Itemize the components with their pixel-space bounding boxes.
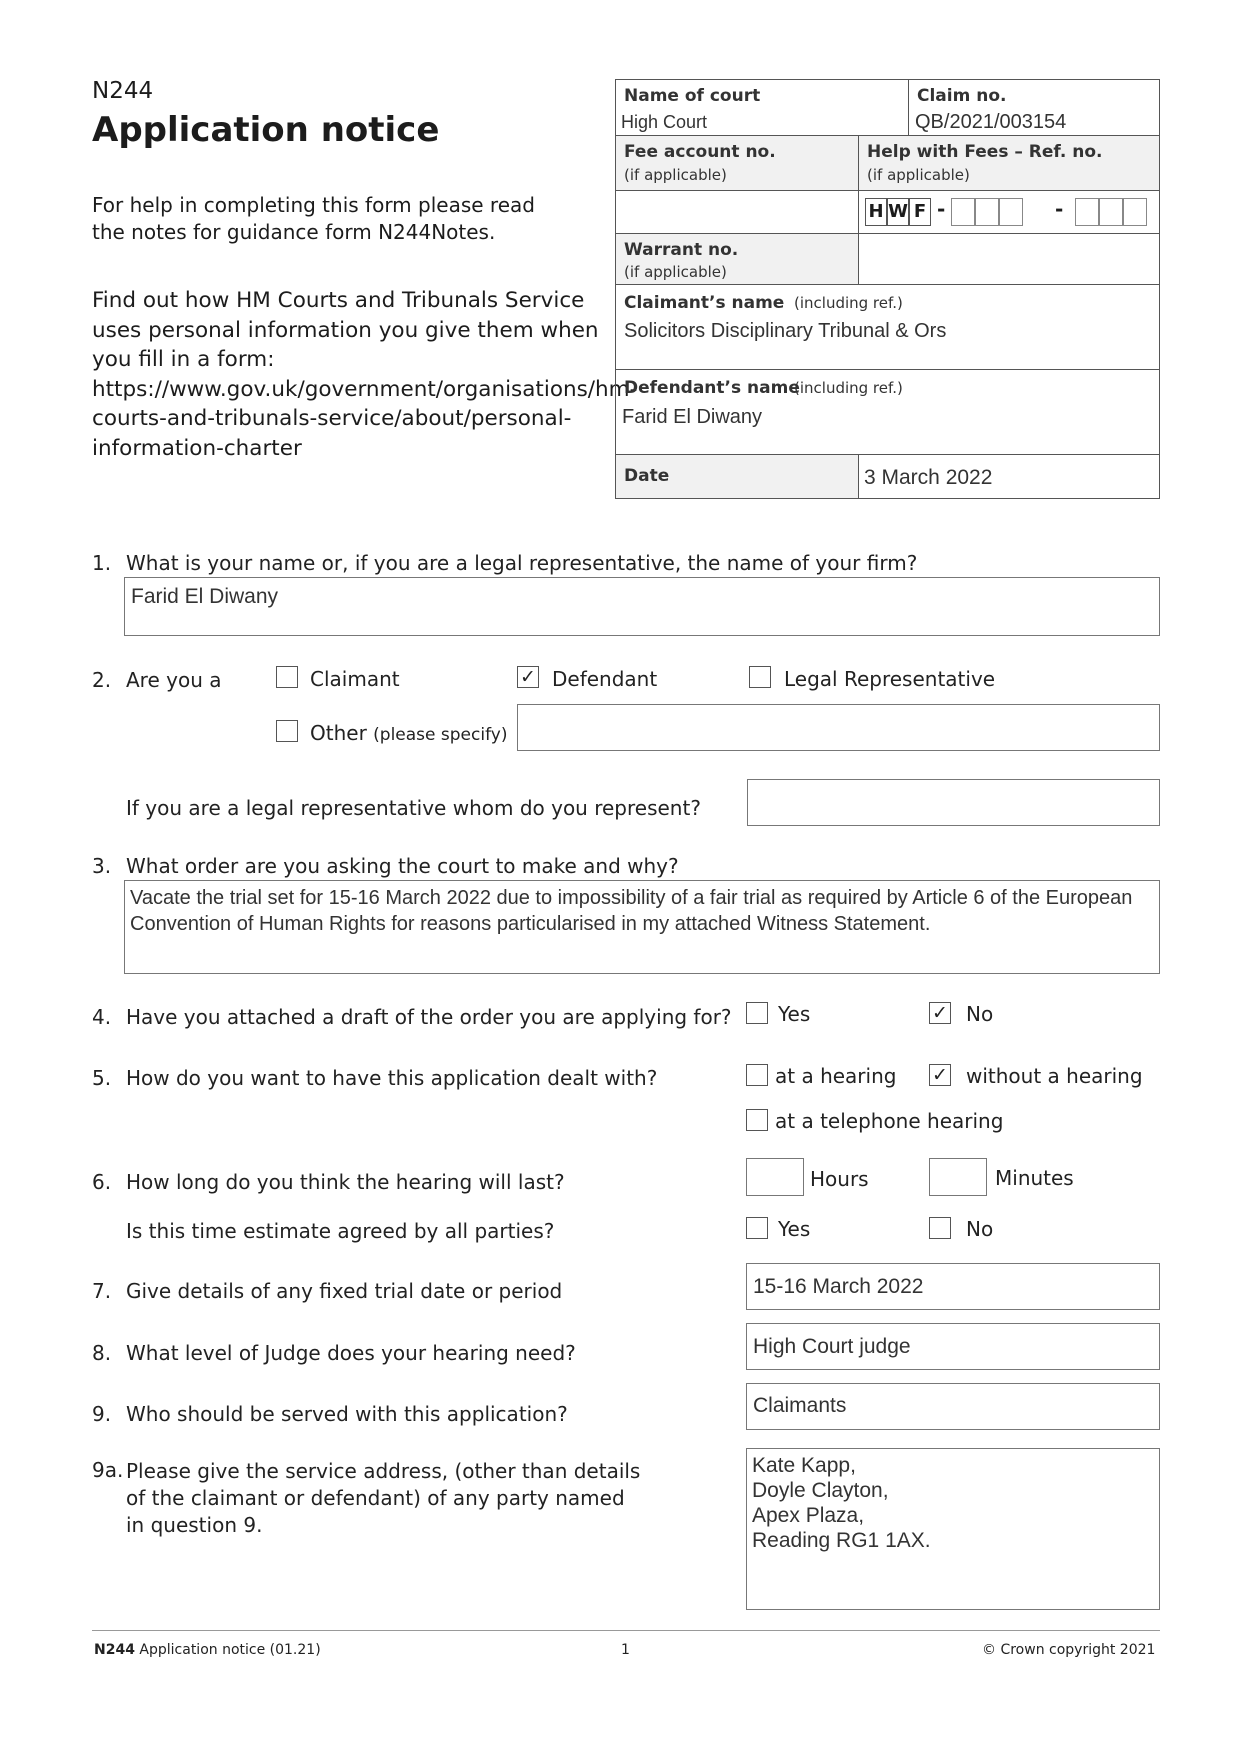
page-number: 1 xyxy=(621,1642,630,1658)
hwf-letter-w: W xyxy=(887,198,909,226)
q8-text: What level of Judge does your hearing need? xyxy=(126,1341,576,1365)
footer-code: N244 xyxy=(94,1642,135,1658)
claim-no-value[interactable]: QB/2021/003154 xyxy=(915,111,1067,133)
without-hearing-checkbox[interactable]: ✓ xyxy=(929,1064,951,1086)
address-line: Kate Kapp, xyxy=(752,1454,856,1477)
hwf-dash-2: - xyxy=(1055,197,1064,221)
agreed-no-label: No xyxy=(966,1217,994,1241)
q2-number: 2. xyxy=(92,668,112,692)
q2-text: Are you a xyxy=(126,668,222,692)
agreed-yes-checkbox[interactable] xyxy=(746,1217,768,1239)
q1-number: 1. xyxy=(92,551,112,575)
q9-number: 9. xyxy=(92,1402,112,1426)
hwf-digit-box[interactable] xyxy=(1123,198,1147,226)
q3-number: 3. xyxy=(92,854,112,878)
address-line: Apex Plaza, xyxy=(752,1504,865,1527)
name-field[interactable]: Farid El Diwany xyxy=(124,577,1160,636)
estimate-agreed-question: Is this time estimate agreed by all parties? xyxy=(126,1219,555,1243)
claimant-sub: (including ref.) xyxy=(794,294,903,312)
fee-account-input[interactable] xyxy=(615,190,859,234)
defendant-option-label: Defendant xyxy=(552,667,658,691)
page-title: Application notice xyxy=(92,110,440,150)
q9a-number: 9a. xyxy=(92,1458,124,1482)
warrant-cell xyxy=(615,233,859,285)
q9a-text: Please give the service address, (other than details of the claimant or defendant) of any party named in question 9. xyxy=(126,1459,641,1537)
q6-text: How long do you think the hearing will last? xyxy=(126,1170,565,1194)
hours-label: Hours xyxy=(810,1167,869,1191)
q7-text: Give details of any fixed trial date or period xyxy=(126,1279,563,1303)
defendant-checkbox[interactable]: ✓ xyxy=(517,666,539,688)
claimant-label: Claimant’s name xyxy=(624,293,785,313)
court-name-cell xyxy=(615,79,909,136)
hwf-digit-box[interactable] xyxy=(1099,198,1123,226)
hwf-dash-1: - xyxy=(937,197,946,221)
date-cell xyxy=(615,454,859,499)
order-field[interactable]: Vacate the trial set for 15-16 March 2022 due to impossibility of a fair trial as required by Article 6 of the European Convention of Human Rights for reasons particularised in my attached Witness Statement. xyxy=(124,880,1160,974)
represent-field[interactable] xyxy=(747,779,1160,826)
q5-number: 5. xyxy=(92,1066,112,1090)
legal-rep-checkbox[interactable] xyxy=(749,666,771,688)
telephone-hearing-label: at a telephone hearing xyxy=(775,1109,1004,1133)
privacy-text: Find out how HM Courts and Tribunals Service uses personal information you give them when you fill in a form: https://www.gov.uk/government/organisations/hm-courts-and-tribunals-service/about/personal-information-charter xyxy=(92,288,638,461)
other-checkbox[interactable] xyxy=(276,720,298,742)
claim-no-label: Claim no. xyxy=(917,86,1007,106)
legal-rep-option-label: Legal Representative xyxy=(784,667,996,691)
fee-account-cell xyxy=(615,135,859,191)
hwf-letter-h: H xyxy=(865,198,887,226)
date-input xyxy=(858,454,1160,499)
warrant-input[interactable] xyxy=(858,233,1160,285)
hwf-digit-box[interactable] xyxy=(975,198,999,226)
fee-account-sub: (if applicable) xyxy=(624,166,727,184)
judge-level-field[interactable]: High Court judge xyxy=(746,1323,1160,1370)
q4-text: Have you attached a draft of the order you are applying for? xyxy=(126,1005,732,1029)
date-value[interactable]: 3 March 2022 xyxy=(864,466,993,489)
agreed-no-checkbox[interactable] xyxy=(929,1217,951,1239)
hwf-digit-box[interactable] xyxy=(1075,198,1099,226)
other-label-sub: (please specify) xyxy=(373,725,508,745)
hwf-input xyxy=(858,190,1160,234)
q7-number: 7. xyxy=(92,1279,112,1303)
trial-date-field[interactable]: 15-16 March 2022 xyxy=(746,1263,1160,1310)
other-label-text: Other xyxy=(310,721,367,745)
claimant-cell xyxy=(615,284,1160,370)
fee-account-label: Fee account no. xyxy=(624,142,776,162)
at-hearing-label: at a hearing xyxy=(775,1064,897,1088)
claimant-value[interactable]: Solicitors Disciplinary Tribunal & Ors xyxy=(624,320,947,342)
date-label: Date xyxy=(624,466,670,486)
hwf-label: Help with Fees – Ref. no. xyxy=(867,142,1103,162)
q4-number: 4. xyxy=(92,1005,112,1029)
footer-divider xyxy=(92,1630,1160,1631)
address-line: Doyle Clayton, xyxy=(752,1479,889,1502)
q6-number: 6. xyxy=(92,1170,112,1194)
footer-form-name: Application notice (01.21) xyxy=(139,1642,321,1658)
at-hearing-checkbox[interactable] xyxy=(746,1064,768,1086)
q9-text: Who should be served with this application? xyxy=(126,1402,568,1426)
served-field[interactable]: Claimants xyxy=(746,1383,1160,1430)
telephone-hearing-checkbox[interactable] xyxy=(746,1109,768,1131)
claim-no-cell xyxy=(908,79,1160,136)
other-option-label xyxy=(310,721,507,745)
hwf-digit-box[interactable] xyxy=(951,198,975,226)
defendant-sub: (including ref.) xyxy=(794,379,903,397)
draft-no-checkbox[interactable]: ✓ xyxy=(929,1002,951,1024)
hwf-letter-f: F xyxy=(909,198,931,226)
agreed-yes-label: Yes xyxy=(778,1217,811,1241)
claimant-option-label: Claimant xyxy=(310,667,400,691)
minutes-field[interactable] xyxy=(929,1158,987,1196)
q8-number: 8. xyxy=(92,1341,112,1365)
address-line: Reading RG1 1AX. xyxy=(752,1529,931,1552)
defendant-value[interactable]: Farid El Diwany xyxy=(622,406,763,428)
other-specify-field[interactable] xyxy=(517,704,1160,751)
without-hearing-label: without a hearing xyxy=(966,1064,1143,1088)
draft-no-label: No xyxy=(966,1002,994,1026)
claimant-checkbox[interactable] xyxy=(276,666,298,688)
warrant-label: Warrant no. xyxy=(624,240,739,260)
hwf-cell xyxy=(858,135,1160,191)
warrant-sub: (if applicable) xyxy=(624,263,727,281)
service-address-field[interactable] xyxy=(746,1448,1160,1610)
q3-text: What order are you asking the court to make and why? xyxy=(126,854,679,878)
q1-text: What is your name or, if you are a legal representative, the name of your firm? xyxy=(126,551,918,575)
copyright: © Crown copyright 2021 xyxy=(982,1642,1156,1658)
footer-form-ref xyxy=(94,1642,321,1658)
hwf-sub: (if applicable) xyxy=(867,166,970,184)
draft-yes-label: Yes xyxy=(778,1002,811,1026)
minutes-label: Minutes xyxy=(995,1166,1074,1190)
court-name-value[interactable]: High Court xyxy=(621,112,708,132)
form-code: N244 xyxy=(92,78,154,104)
hwf-digit-box[interactable] xyxy=(999,198,1023,226)
represent-question: If you are a legal representative whom do you represent? xyxy=(126,796,701,820)
defendant-label: Defendant’s name xyxy=(624,378,800,398)
defendant-cell xyxy=(615,369,1160,455)
q5-text: How do you want to have this application dealt with? xyxy=(126,1066,658,1090)
draft-yes-checkbox[interactable] xyxy=(746,1002,768,1024)
court-name-label: Name of court xyxy=(624,86,761,106)
hours-field[interactable] xyxy=(746,1158,804,1196)
help-text: For help in completing this form please read the notes for guidance form N244Notes. xyxy=(92,193,535,244)
